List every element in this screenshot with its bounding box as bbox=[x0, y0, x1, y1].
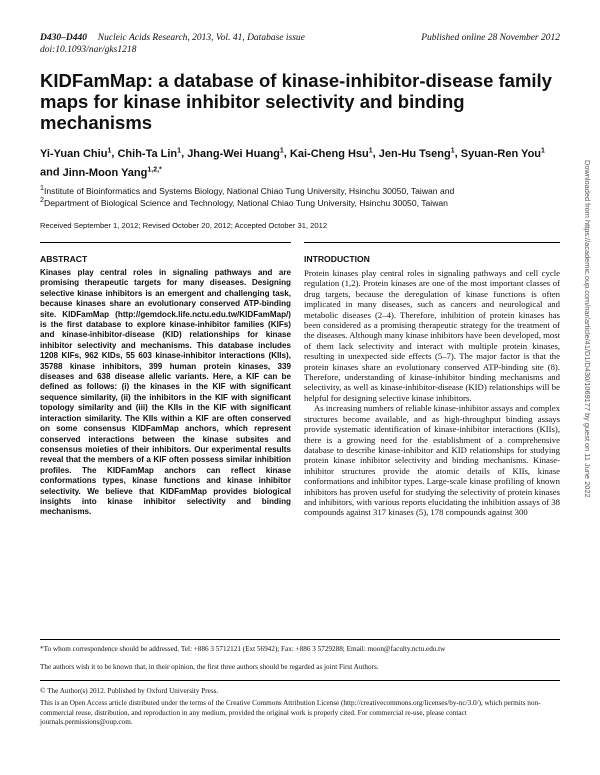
author-list: Yi-Yuan Chiu$^1$, Chih-Ta Lin$^1$, Jhang-Wei Huang$^1$, Kai-Cheng Hsu$^1$, Jen-Hu Tseng$^1$, Syuan-Ren You$^1$ and Jinn-Moon Yang$^{1,2,*}$ bbox=[40, 147, 545, 179]
joint-authors-note: The authors wish it to be known that, in their opinion, the first three authors should be regarded as joint First Authors. bbox=[40, 663, 379, 671]
author bbox=[379, 148, 455, 160]
author bbox=[290, 148, 373, 160]
footnote-rule bbox=[40, 639, 560, 640]
author-name: Yi-Yuan Chiu bbox=[40, 147, 108, 160]
author-name: Jinn-Moon Yang bbox=[62, 166, 148, 179]
author-affiliation-mark: 1 bbox=[177, 147, 182, 154]
received-dates: Received September 1, 2012; Revised October 20, 2012; Accepted October 31, 2012 bbox=[40, 221, 328, 230]
introduction-paragraph-2: As increasing numbers of reliable kinase-inhibitor assays and complex structures become available, and as high-throughput binding assays provide systematic identification of kinase-inhibitor interactions (KIIs), there is a growing need for the establishment of a comprehensive database to describe kinase-inhibitor and KID relationships for studying protein kinase inhibitor selectivity and binding mechanisms. Kinase-inhibitor structures provide the atomic details of KIIs, kinase conformations and inhibitor types. Large-scale kinase profiling of known inhibitors has proven useful for studying the selectivity of protein kinases and inhibitors, with various reports elucidating the inhibition assays of 38 compounds against 317 kinases (5), 178 compounds against 300 bbox=[304, 403, 561, 518]
author bbox=[63, 167, 162, 179]
running-header-left bbox=[40, 32, 305, 56]
introduction-body bbox=[304, 268, 560, 518]
affiliation-number: 1 bbox=[40, 184, 44, 192]
author-affiliation-mark: 1 bbox=[450, 147, 455, 154]
author bbox=[117, 148, 181, 160]
license-note: This is an Open Access article distributed under the terms of the Creative Commons Attribution License (http://creativecommons.org/licenses/by-nc/3.0/), which permits non-commercial reuse, distribution, and reproduction in any medium, provided the original work is properly cited. For commercial re-use, please contact journals.permissions@oup.com. bbox=[40, 699, 541, 726]
introduction-paragraph-1: Protein kinases play central roles in signaling pathways and cell cycle regulation (1,2). Protein kinases are one of the most important classes of drug targets, because the deregulation of kinase functions is often implicated in many diseases, such as cancers and neurological and metabolic diseases (2–4). Therefore, inhibition of protein kinases has been considered as a promising therapeutic strategy for the treatment of the diseases. Although many kinase inhibitors have been developed, most of them lack selectivity and interact with multiple protein kinases, resulting in unexpected side effects (5–7). The major factor is that the protein kinases share an evolutionary conserved ATP-binding site (8). Therefore, understanding of kinase-inhibitor binding mechanisms and selectivity, as well as kinase-inhibitor-disease (KID) relationships will be helpful for designing selective kinase inhibitors. bbox=[304, 268, 560, 403]
author-name: Kai-Cheng Hsu bbox=[289, 147, 369, 160]
author-affiliation-mark: 1,2,* bbox=[147, 166, 162, 174]
author-affiliation-mark: 1 bbox=[541, 147, 545, 154]
abstract-text: Kinases play central roles in signaling pathways and are promising therapeutic targets for many diseases. Designing selective kinase inhibitors is an emergent and challenging task, because kinases share an evolutionary conserved ATP-binding site. KIDFamMap (http://gemdock.life.nctu.edu.tw/KIDFamMap/) is the first database to explore kinase-inhibitor families (KIFs) and kinase-inhibitor-disease (KID) relationships for kinase inhibitor selectivity and mechanisms. This database includes 1208 KIFs, 962 KIDs, 55 603 kinase-inhibitor interactions (KIIs), 35788 kinase inhibitors, 399 human protein kinases, 339 diseases and 638 disease allelic variants. Here, a KIF can be defined as follows: (i) the kinases in the KIF with significant sequence similarity, (ii) the inhibitors in the KIF with significant topology similarity and (iii) the KIIs in the KIF with significant interaction similarity. The KIIs within a KIF are often conserved on some consensus KIDFamMap anchors, which represent conserved interactions between the kinase subsites and consensus moieties of their inhibitors. Our experimental results reveal that the members of a KIF often possess similar inhibition profiles. The KIDFamMap anchors can reflect kinase conformations types, kinase functions and kinase inhibitor selectivity. We believe that KIDFamMap provides biological insights into kinase inhibitor selectivity and binding mechanisms. bbox=[40, 268, 291, 517]
doi: doi:10.1093/nar/gks1218 bbox=[40, 45, 137, 55]
journal-citation: Nucleic Acids Research, 2013, Vol. 41, Database issue bbox=[97, 33, 305, 43]
author bbox=[40, 148, 111, 160]
copyright-rule bbox=[40, 680, 560, 681]
introduction-heading: INTRODUCTION bbox=[304, 254, 370, 264]
download-watermark-text: Downloaded from https://academic.oup.com/nar/article/41/D1/D430/1069177 by guest on 11 June 2022 bbox=[583, 160, 592, 498]
download-watermark bbox=[583, 160, 595, 620]
correspondence-note: *To whom correspondence should be addressed. Tel: +886 3 5712121 (Ext 56942); Fax: +886 3 5729288; Email: moon@faculty.nctu.edu.tw bbox=[40, 645, 446, 653]
author bbox=[461, 148, 545, 160]
affiliation-text: Department of Biological Science and Technology, National Chiao Tung University, Hsinchu 30050, Taiwan bbox=[43, 197, 448, 208]
page-range: D430–D440 bbox=[40, 33, 87, 43]
author-name: Jhang-Wei Huang bbox=[187, 147, 280, 160]
published-date: Published online 28 November 2012 bbox=[421, 33, 560, 43]
author-affiliation-mark: 1 bbox=[279, 147, 284, 154]
affiliation-number: 2 bbox=[40, 196, 44, 204]
author-affiliation-mark: 1 bbox=[107, 147, 112, 154]
copyright-note: © The Author(s) 2012. Published by Oxford University Press. bbox=[40, 687, 219, 695]
author-name: Chih-Ta Lin bbox=[117, 147, 178, 160]
abstract-heading: ABSTRACT bbox=[40, 254, 88, 264]
affiliation-text: Institute of Bioinformatics and Systems Biology, National Chiao Tung University, Hsinchu 30050, Taiwan and bbox=[43, 185, 455, 196]
author-affiliation-mark: 1 bbox=[368, 147, 373, 154]
introduction-rule bbox=[304, 242, 560, 243]
author-name: Syuan-Ren You bbox=[460, 147, 542, 160]
affiliation-2 bbox=[40, 195, 560, 209]
author bbox=[187, 148, 284, 160]
author-name: Jen-Hu Tseng bbox=[378, 147, 451, 160]
abstract-rule bbox=[40, 242, 291, 243]
article-title: KIDFamMap: a database of kinase-inhibitor-disease family maps for kinase inhibitor selectivity and binding mechanisms bbox=[40, 70, 552, 133]
